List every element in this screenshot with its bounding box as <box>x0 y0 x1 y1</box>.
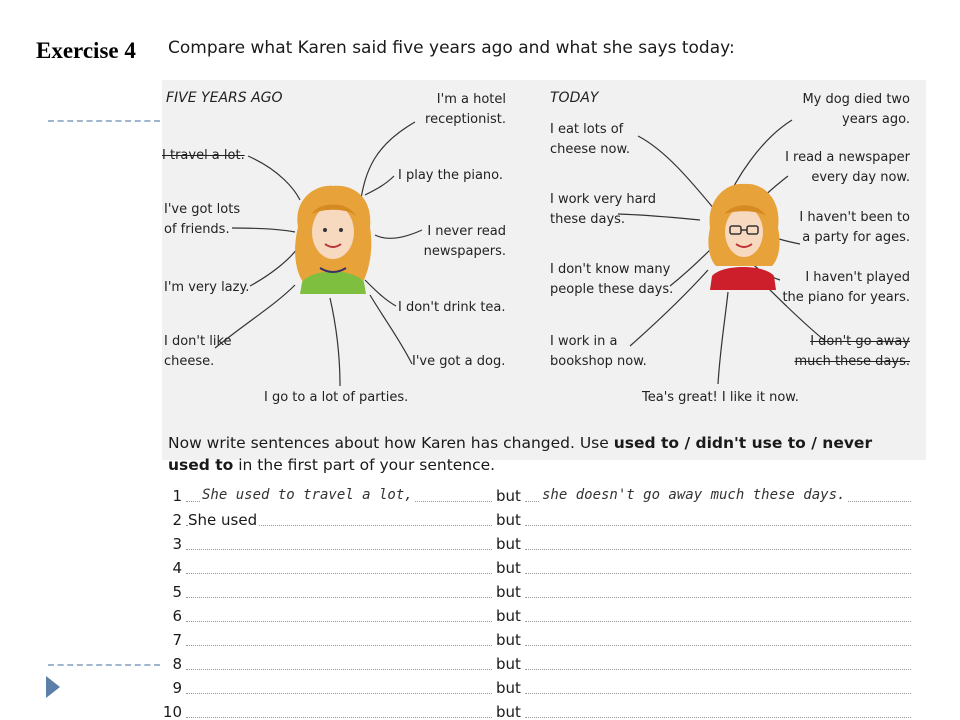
today-statement: I haven't played the piano for years. <box>782 270 910 305</box>
answer-line-second-part[interactable] <box>525 645 911 646</box>
answer-line-second-part[interactable] <box>525 525 911 526</box>
today-statement: Tea's great! I like it now. <box>642 390 799 405</box>
past-statement: I've got lots of friends. <box>164 202 241 237</box>
answer-line-first-part[interactable] <box>186 621 492 622</box>
answer-line-first-part[interactable] <box>186 645 492 646</box>
answer-line-second-part[interactable] <box>525 573 911 574</box>
row-number: 4 <box>172 559 182 577</box>
answer-row <box>160 557 932 581</box>
answer-line-first-part[interactable] <box>186 573 492 574</box>
today-statement: My dog died two years ago. <box>802 92 910 127</box>
connector-but: but <box>496 703 521 720</box>
printed-start-text: She used <box>188 511 258 529</box>
answer-row <box>160 677 932 701</box>
next-arrow-icon[interactable] <box>46 676 60 698</box>
handwritten-answer-second-part: she doesn't go away much these days. <box>542 487 846 503</box>
answer-row <box>160 701 932 720</box>
past-statement: I don't like cheese. <box>164 334 232 369</box>
row-number: 1 <box>172 487 182 505</box>
answer-row <box>160 581 932 605</box>
answer-row <box>160 485 932 509</box>
answer-line-first-part[interactable] <box>186 669 492 670</box>
connector-but: but <box>496 487 521 505</box>
today-statement: I haven't been to a party for ages. <box>799 210 910 245</box>
past-statement: I go to a lot of parties. <box>264 390 409 405</box>
answer-line-second-part[interactable] <box>525 669 911 670</box>
today-statement: I work very hard these days. <box>550 192 656 227</box>
today-statement: I don't go away much these days. <box>794 334 910 369</box>
past-statement: I'm a hotel receptionist. <box>425 92 506 127</box>
connector-but: but <box>496 559 521 577</box>
past-statement: I travel a lot. <box>162 148 245 163</box>
dashed-divider-bottom <box>48 664 160 666</box>
answer-line-second-part[interactable] <box>525 621 911 622</box>
past-statement: I play the piano. <box>398 168 504 183</box>
connector-but: but <box>496 655 521 673</box>
past-statement: I never read newspapers. <box>423 224 506 259</box>
today-statement: I eat lots of cheese now. <box>550 122 631 157</box>
today-heading: TODAY <box>550 90 599 106</box>
answer-line-first-part[interactable] <box>186 717 492 718</box>
connector-but: but <box>496 583 521 601</box>
today-statement: I don't know many people these days. <box>550 262 674 297</box>
row-number: 8 <box>172 655 182 673</box>
connector-but: but <box>496 511 521 529</box>
row-number: 7 <box>172 631 182 649</box>
worksheet-title: Compare what Karen said five years ago and what she says today: <box>168 38 735 58</box>
answer-row <box>160 509 932 533</box>
connector-but: but <box>496 631 521 649</box>
exercise-label: Exercise 4 <box>36 38 136 63</box>
answer-row <box>160 605 932 629</box>
worksheet <box>160 30 932 720</box>
answer-row <box>160 629 932 653</box>
past-statement: I'm very lazy. <box>164 280 250 295</box>
answer-line-second-part[interactable] <box>525 717 911 718</box>
past-statement: I don't drink tea. <box>398 300 506 315</box>
answer-line-second-part[interactable] <box>525 693 911 694</box>
today-statement: I work in a bookshop now. <box>550 334 647 369</box>
connector-but: but <box>496 535 521 553</box>
answer-row <box>160 533 932 557</box>
answer-line-second-part[interactable] <box>525 597 911 598</box>
today-statement: I read a newspaper every day now. <box>785 150 910 185</box>
dashed-divider-top <box>48 120 160 122</box>
row-number: 6 <box>172 607 182 625</box>
answer-line-second-part[interactable] <box>525 549 911 550</box>
five-years-ago-heading: FIVE YEARS AGO <box>166 90 283 106</box>
answer-row <box>160 653 932 677</box>
instructions: Now write sentences about how Karen has changed. Use used to / didn't use to / never used to in the first part of your sentence. <box>168 434 873 474</box>
row-number: 3 <box>172 535 182 553</box>
row-number: 5 <box>172 583 182 601</box>
karen-past-illustration <box>288 182 378 294</box>
row-number: 9 <box>172 679 182 697</box>
connector-but: but <box>496 679 521 697</box>
row-number: 10 <box>162 703 182 720</box>
past-statement: I've got a dog. <box>412 354 506 369</box>
instructions-keywords: used to / didn't use to / never used to <box>168 434 873 474</box>
handwritten-answer-first-part: She used to travel a lot, <box>202 487 413 503</box>
karen-today-illustration <box>702 180 784 290</box>
answer-line-first-part[interactable] <box>186 597 492 598</box>
connector-but: but <box>496 607 521 625</box>
row-number: 2 <box>172 511 182 529</box>
answer-line-first-part[interactable] <box>186 693 492 694</box>
answer-line-first-part[interactable] <box>186 549 492 550</box>
